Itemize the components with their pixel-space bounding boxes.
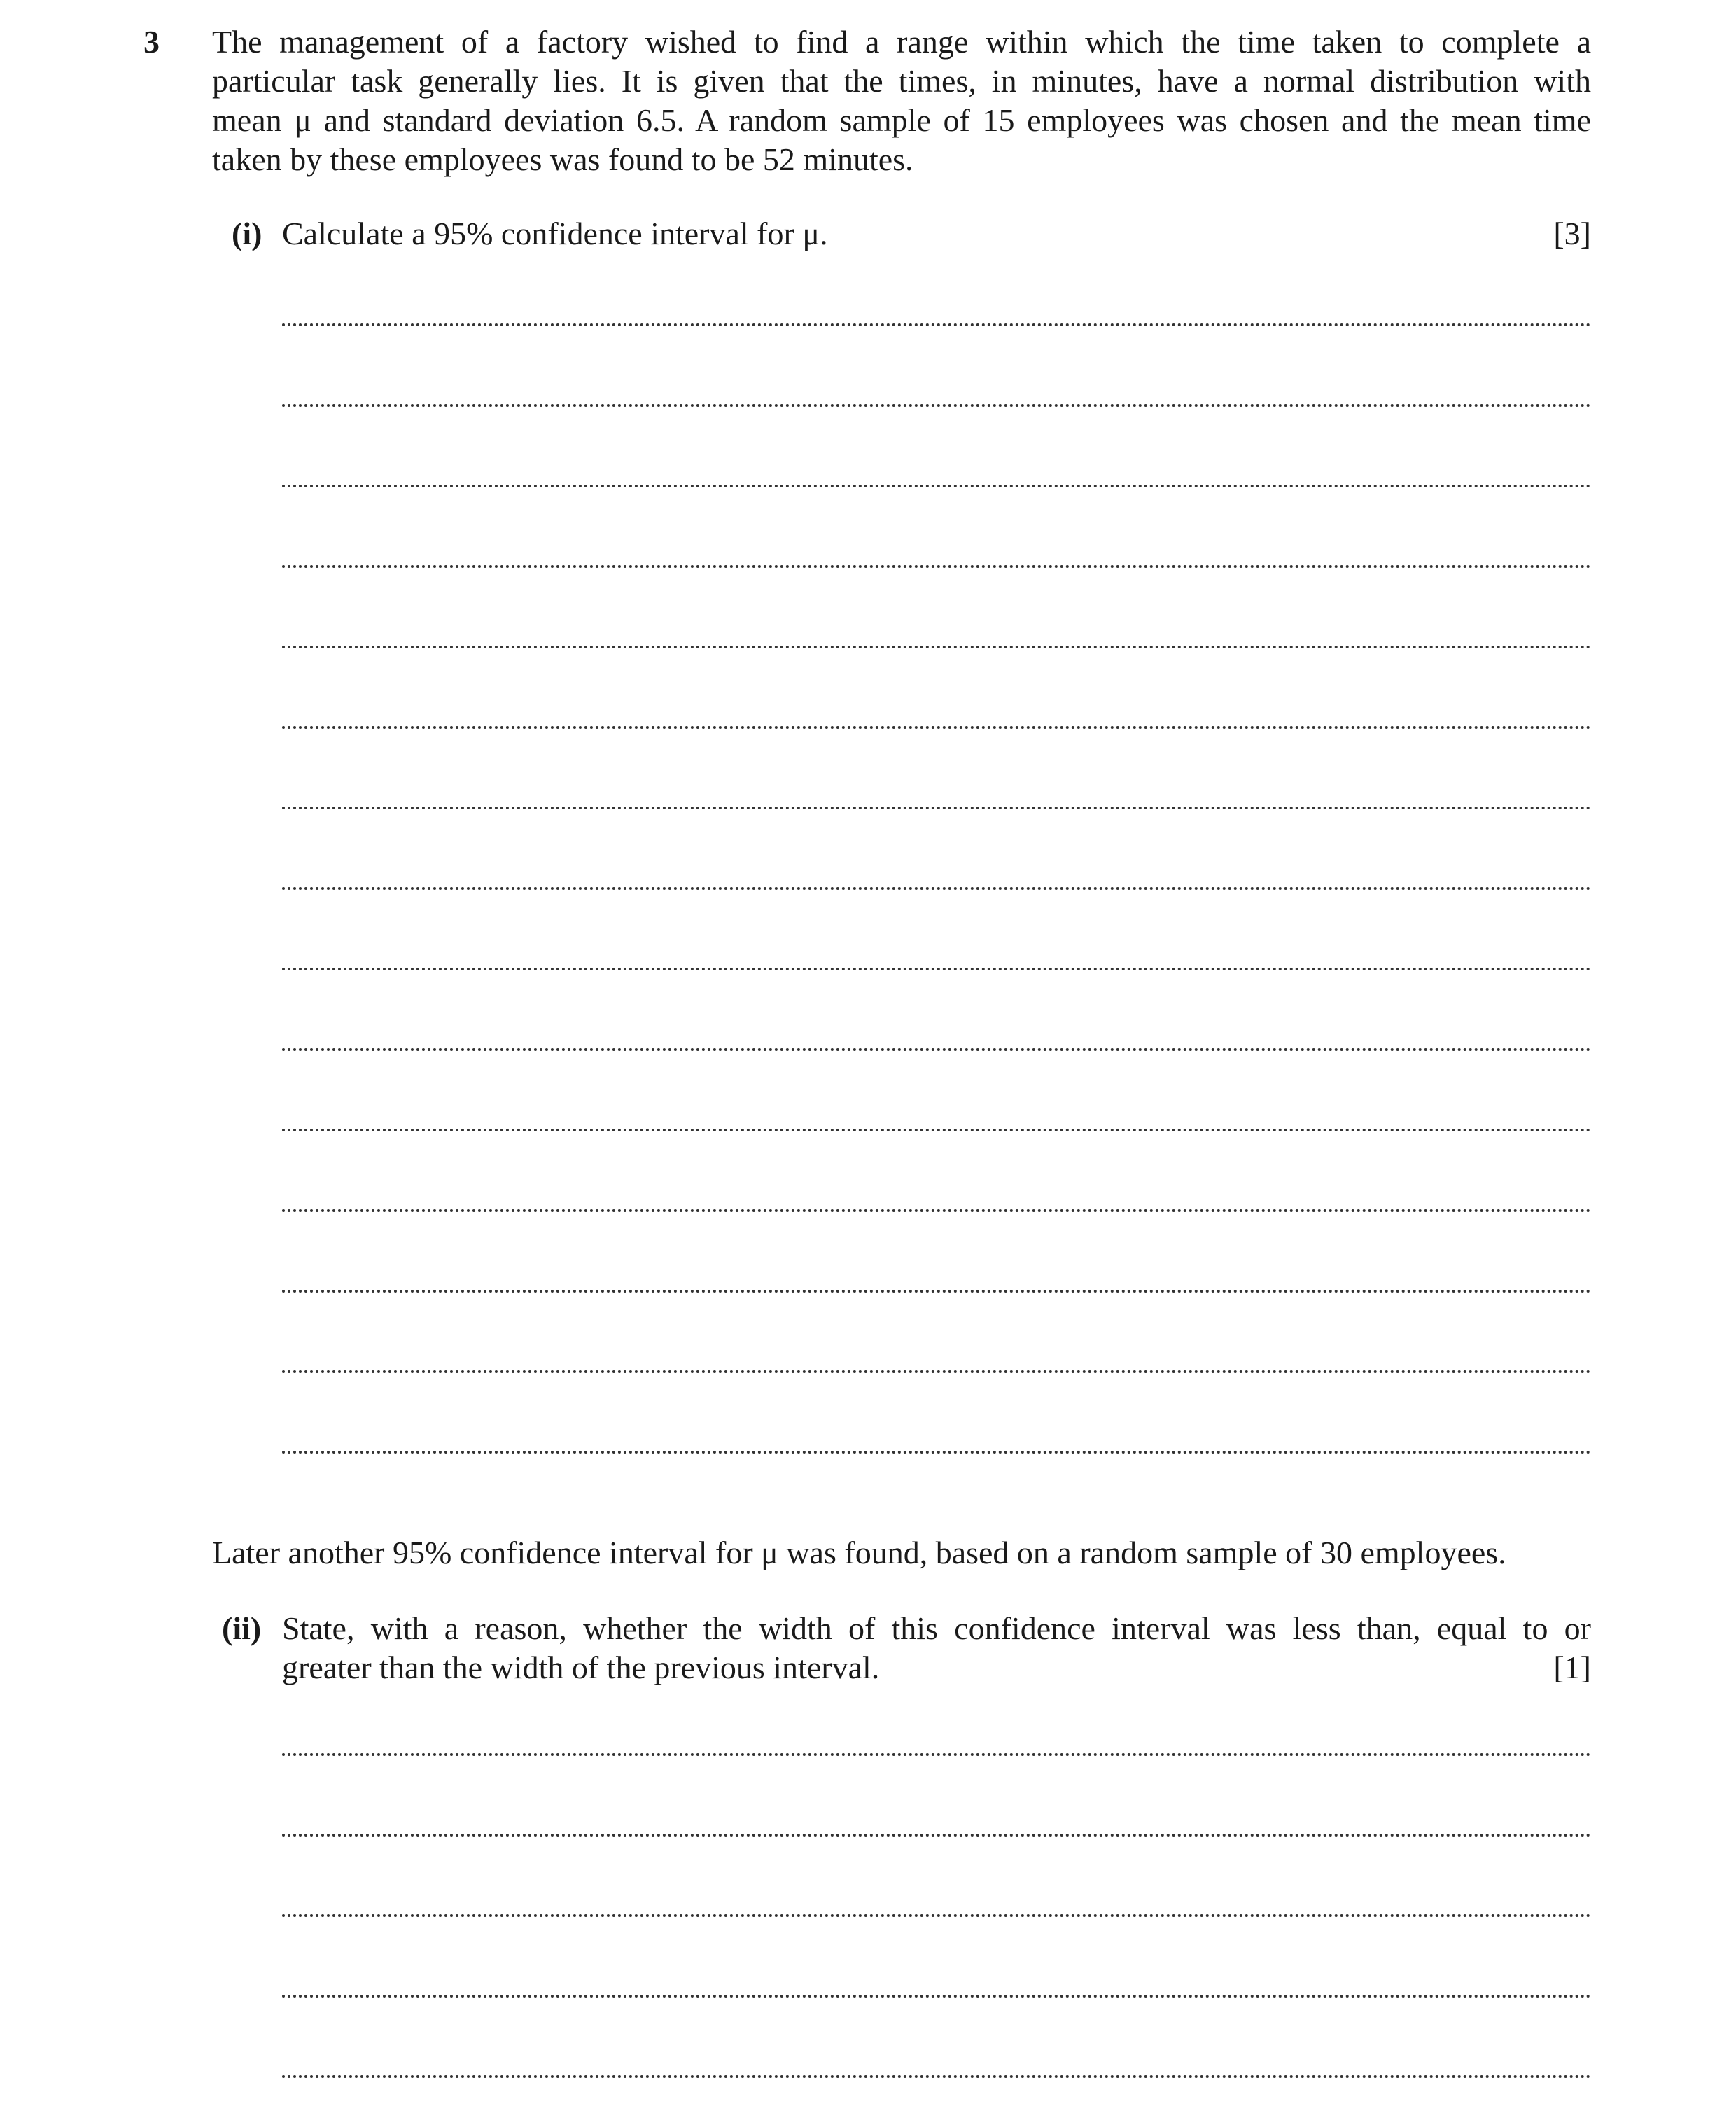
answer-line[interactable] bbox=[282, 887, 1591, 890]
part-i-prompt bbox=[212, 214, 1591, 256]
part-ii-prompt bbox=[212, 1609, 1591, 1693]
part-i-text: Calculate a 95% confidence interval for μ. bbox=[282, 216, 828, 251]
answer-line[interactable] bbox=[282, 1048, 1591, 1051]
answer-line[interactable] bbox=[282, 1753, 1591, 1756]
part-i-label: (i) bbox=[232, 216, 262, 251]
answer-line[interactable] bbox=[282, 404, 1591, 407]
answer-line[interactable] bbox=[282, 565, 1591, 568]
answer-line[interactable] bbox=[282, 1451, 1591, 1454]
answer-line[interactable] bbox=[282, 726, 1591, 729]
answer-line[interactable] bbox=[282, 807, 1591, 809]
answer-line[interactable] bbox=[282, 1370, 1591, 1373]
answer-line[interactable] bbox=[282, 968, 1591, 970]
answer-line[interactable] bbox=[282, 1129, 1591, 1131]
answer-line[interactable] bbox=[282, 323, 1591, 326]
stem-line: mean μ and standard deviation 6.5. A random sample of 15 employees was chosen and the mean time bbox=[212, 102, 1591, 138]
answer-line[interactable] bbox=[282, 1914, 1591, 1917]
answer-line[interactable] bbox=[282, 1834, 1591, 1837]
answer-line[interactable] bbox=[282, 646, 1591, 648]
stem-line: The management of a factory wished to find a range within which the time taken to complete a bbox=[212, 24, 1591, 60]
interlude-text: Later another 95% confidence interval for μ was found, based on a random sample of 30 employees. bbox=[212, 1535, 1506, 1570]
answer-line[interactable] bbox=[282, 2075, 1591, 2078]
part-i-marks: [3] bbox=[1553, 216, 1591, 251]
answer-line[interactable] bbox=[282, 1209, 1591, 1212]
question-number: 3 bbox=[144, 24, 160, 60]
answer-line[interactable] bbox=[282, 1995, 1591, 1998]
answer-line[interactable] bbox=[282, 485, 1591, 487]
part-ii-marks: [1] bbox=[1553, 1650, 1591, 1685]
stem-line: taken by these employees was found to be 52 minutes. bbox=[212, 141, 913, 177]
answer-line[interactable] bbox=[282, 1290, 1591, 1293]
question-stem bbox=[212, 22, 1591, 179]
part-ii-text-line2: greater than the width of the previous interval. bbox=[282, 1650, 880, 1685]
part-ii-text-line1: State, with a reason, whether the width of this confidence interval was less than, equal to or bbox=[282, 1610, 1591, 1646]
stem-line: particular task generally lies. It is given that the times, in minutes, have a normal distribution with bbox=[212, 63, 1591, 99]
part-ii-label: (ii) bbox=[222, 1610, 262, 1646]
